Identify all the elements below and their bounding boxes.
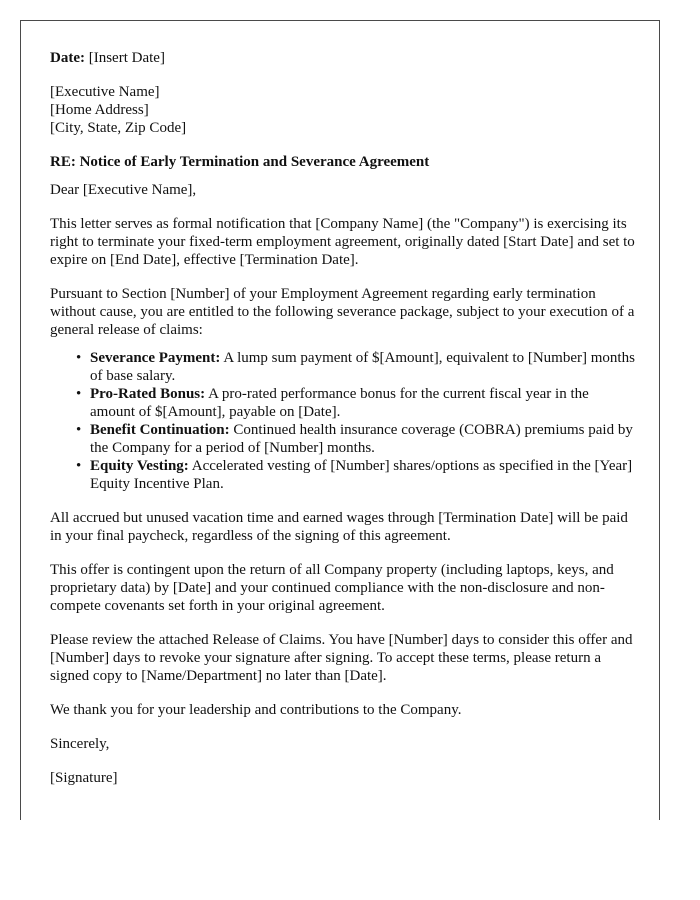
salutation: Dear [Executive Name], [50, 182, 197, 198]
address-line-street: [Home Address] [50, 102, 149, 118]
benefit-item-benefit-continuation [76, 421, 635, 457]
bullet-icon: • [76, 386, 82, 402]
paragraph-severance-intro: Pursuant to Section [Number] of your Employment Agreement regarding early termination without cause, you are entitled to the following severance package, subject to your execution of a general release of claims: [50, 286, 635, 338]
bullet-icon: • [76, 422, 82, 438]
severance-benefits-list [50, 349, 635, 493]
paragraph-offer-contingency: This offer is contingent upon the return of all Company property (including laptops, keys, and proprietary data) by [Date] and your continued compliance with the non-disclosure and non-compete covenants set forth in your original agreement. [50, 562, 614, 614]
address-line-name: [Executive Name] [50, 84, 160, 100]
paragraph-vacation-wages: All accrued but unused vacation time and earned wages through [Termination Date] will be paid in your final paycheck, regardless of the signing of this agreement. [50, 510, 628, 544]
benefit-text: A pro-rated performance bonus for the current fiscal year in the amount of $[Amount], payable on [Date]. [90, 386, 589, 420]
recipient-address [50, 83, 635, 137]
bullet-icon: • [76, 458, 82, 474]
benefit-title: Pro-Rated Bonus: [90, 386, 206, 402]
date-line [50, 49, 635, 67]
letter-page [20, 20, 660, 820]
benefit-item-pro-rated-bonus [76, 385, 635, 421]
benefit-title: Equity Vesting: [90, 458, 189, 474]
bullet-icon: • [76, 350, 82, 366]
letter-body [50, 49, 635, 787]
paragraph-thanks: We thank you for your leadership and contributions to the Company. [50, 702, 462, 718]
benefit-title: Benefit Continuation: [90, 422, 230, 438]
benefit-text: Continued health insurance coverage (COBRA) premiums paid by the Company for a period of [Number] months. [90, 422, 633, 456]
paragraph-notification: This letter serves as formal notification that [Company Name] (the "Company") is exercising its right to terminate your fixed-term employment agreement, originally dated [Start Date] and set to expire on [End Date], effective [Termination Date]. [50, 216, 635, 268]
signature-placeholder: [Signature] [50, 770, 118, 786]
benefit-item-severance-payment [76, 349, 635, 385]
benefit-item-equity-vesting [76, 457, 635, 493]
benefit-text: Accelerated vesting of [Number] shares/options as specified in the [Year] Equity Incentive Plan. [90, 458, 633, 492]
benefit-title: Severance Payment: [90, 350, 221, 366]
subject-line: RE: Notice of Early Termination and Severance Agreement [50, 154, 430, 170]
benefit-text: A lump sum payment of $[Amount], equivalent to [Number] months of base salary. [90, 350, 635, 384]
paragraph-release-instructions: Please review the attached Release of Claims. You have [Number] days to consider this offer and [Number] days to revoke your signature after signing. To accept these terms, please return a signed copy to [Name/Department] no later than [Date]. [50, 632, 633, 684]
date-label: Date: [50, 50, 85, 66]
date-value: [Insert Date] [88, 50, 165, 66]
closing: Sincerely, [50, 736, 110, 752]
address-line-city: [City, State, Zip Code] [50, 120, 187, 136]
